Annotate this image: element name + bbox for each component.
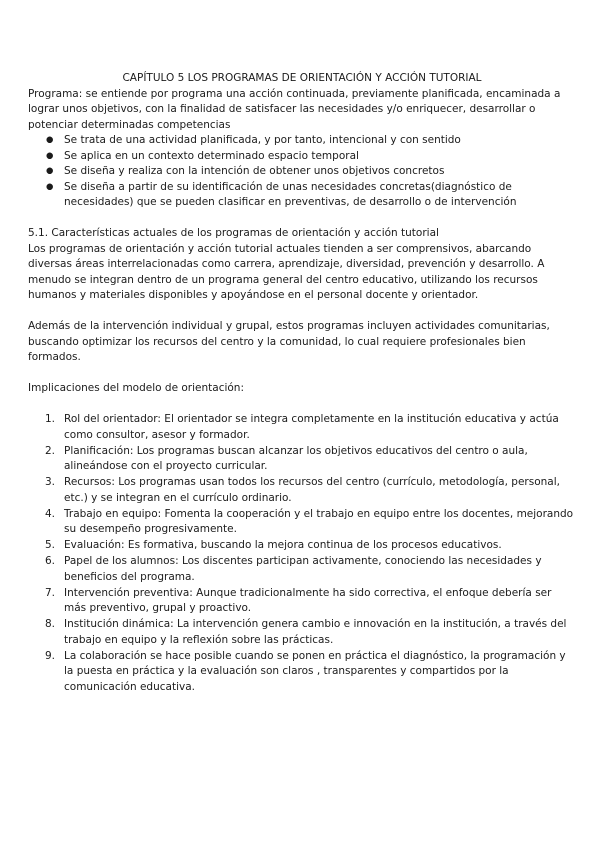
- spacer: [28, 211, 576, 227]
- list-item: [28, 538, 576, 554]
- item-text: Papel de los alumnos: Los discentes participan activamente, conociendo las necesidades y beneficios del programa.: [64, 555, 542, 583]
- list-item: ● Se diseña y realiza con la intención de obtener unos objetivos concretos: [28, 164, 576, 180]
- item-text: Trabajo en equipo: Fomenta la cooperación y el trabajo en equipo entre los docentes, mejorando su desempeño progresivamente.: [64, 507, 574, 535]
- item-number: 5.: [45, 539, 56, 551]
- list-item: [28, 586, 576, 617]
- implications-list: [28, 412, 576, 695]
- list-item: [28, 649, 576, 696]
- item-text: Intervención preventiva: Aunque tradicionalmente ha sido correctiva, el enfoque debería ser más preventivo, grupal y proactivo.: [64, 586, 552, 614]
- list-item: [28, 475, 576, 506]
- list-item: [28, 507, 576, 538]
- spacer: [28, 304, 576, 320]
- item-number: 7.: [45, 586, 56, 599]
- list-item: [28, 444, 576, 475]
- document-content: [28, 71, 576, 696]
- chapter-title: CAPÍTULO 5 LOS PROGRAMAS DE ORIENTACIÓN Y ACCIÓN TUTORIAL: [122, 72, 482, 84]
- list-item: [28, 554, 576, 585]
- spacer: [28, 397, 576, 413]
- list-item: [28, 412, 576, 443]
- section-paragraph: Además de la intervención individual y grupal, estos programas incluyen actividades comunitarias, buscando optimizar los recursos del centro y la comunidad, lo cual requiere profesionales bien formados.: [28, 320, 550, 363]
- section-paragraph: Los programas de orientación y acción tutorial actuales tienden a ser comprensivos, abarcando diversas áreas interrelacionadas como carrera, aprendizaje, diversidad, prevención y desarrollo. A menudo se integran dentro de un programa general del centro educativo, utilizando los recursos humanos y materiales disponibles y apoyándose en el personal docente y orientador.: [28, 242, 545, 301]
- item-number: 9.: [45, 649, 56, 662]
- item-number: 2.: [45, 444, 56, 457]
- program-characteristics-list: [28, 133, 576, 211]
- item-number: 8.: [45, 618, 56, 630]
- item-number: 1.: [45, 413, 56, 425]
- list-item: ● Se diseña a partir de su identificación de unas necesidades concretas(diagnóstico de necesidades) que se pueden clasificar en preventivas, de desarrollo o de intervención: [28, 180, 576, 211]
- intro-paragraph: Programa: se entiende por programa una acción continuada, previamente planificada, encaminada a lograr unos objetivos, con la finalidad de satisfacer las necesidades y/o enriquecer, desarrollar o potenciar determinadas competencias: [28, 87, 561, 131]
- list-item: ● Se trata de una actividad planificada, y por tanto, intencional y con sentido: [28, 133, 576, 149]
- spacer: [28, 366, 576, 382]
- item-text: Recursos: Los programas usan todos los recursos del centro (currículo, metodología, personal, etc.) y se integran en el currículo ordinario.: [64, 476, 560, 504]
- list-item: ● Se aplica en un contexto determinado espacio temporal: [28, 149, 576, 165]
- section-heading: 5.1. Características actuales de los programas de orientación y acción tutorial: [28, 227, 439, 239]
- item-number: 4.: [45, 507, 56, 520]
- item-number: 6.: [45, 555, 56, 567]
- item-text: Institución dinámica: La intervención genera cambio e innovación en la institución, a través del trabajo en equipo y la reflexión sobre las prácticas.: [64, 618, 567, 646]
- item-number: 3.: [45, 476, 56, 488]
- item-text: Planificación: Los programas buscan alcanzar los objetivos educativos del centro o aula, alineándose con el proyecto curricular.: [64, 444, 528, 472]
- list-item: [28, 617, 576, 648]
- item-text: Rol del orientador: El orientador se integra completamente en la institución educativa y actúa como consultor, asesor y formador.: [64, 413, 559, 441]
- item-text: La colaboración se hace posible cuando se ponen en práctica el diagnóstico, la programación y la puesta en práctica y la evaluación son claros , transparentes y compartidos por la comunicación educativa.: [64, 649, 566, 693]
- implications-heading: Implicaciones del modelo de orientación:: [28, 382, 244, 394]
- item-text: Evaluación: Es formativa, buscando la mejora continua de los procesos educativos.: [64, 539, 502, 551]
